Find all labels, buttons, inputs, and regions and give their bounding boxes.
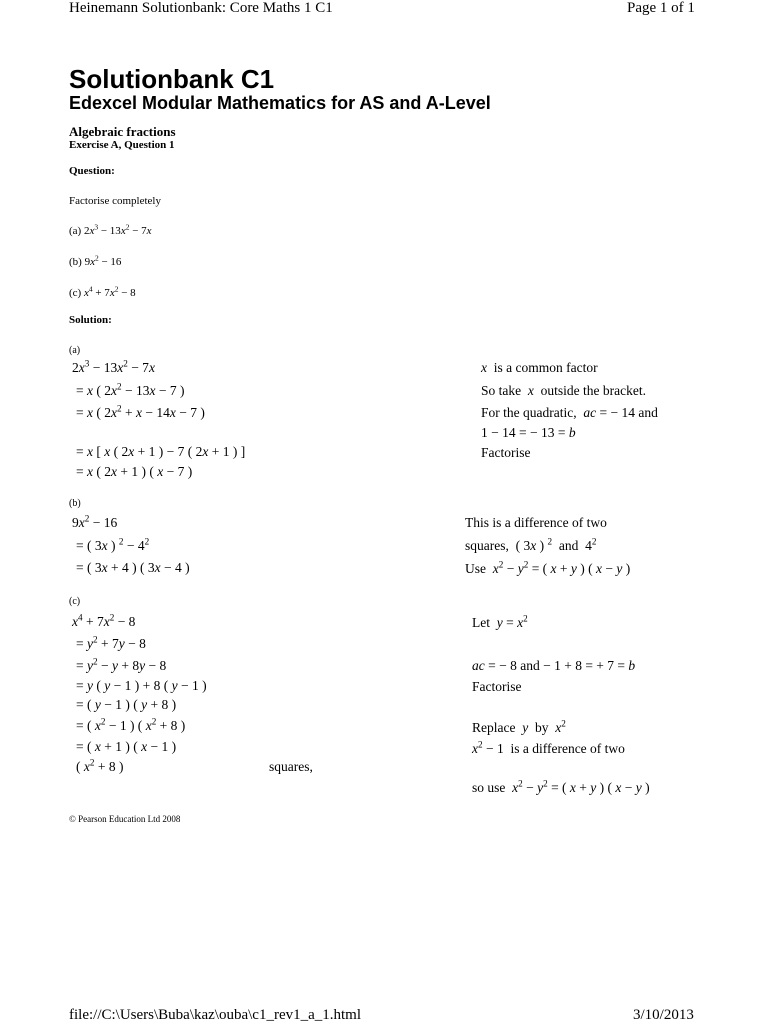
sol-c-line-1: $x^4 + 7x^2 - 8$ (72, 612, 136, 629)
sol-c-note-4: Replace y by $x^2$ (472, 718, 566, 735)
sol-c-note-1: Let $y = x^2$ (472, 613, 528, 630)
question-instruction: Factorise completely (69, 195, 161, 207)
sol-b-note-2: squares, ( 3x ) $^2$ and $4^2$ (465, 536, 597, 553)
sol-b-line-2: = ( 3x ) $^2 - 4^2$ (76, 536, 150, 553)
question-part-a: (a) $2x^3 - 13x^2 - 7x$ (69, 222, 152, 237)
doc-subtitle: Edexcel Modular Mathematics for AS and A-Level (69, 93, 491, 113)
sol-c-line-3: = $y^2 - y + 8y - 8$ (76, 656, 167, 673)
sol-c-line-2: = $y^2 + 7y - 8$ (76, 634, 146, 651)
sol-c-trailing-text: squares, (269, 759, 313, 774)
sol-b-note-1: This is a difference of two (465, 515, 607, 530)
sol-a-note-2: So take x outside the bracket. (481, 383, 646, 398)
part-label: (c) (69, 287, 82, 299)
question-label: Question: (69, 165, 115, 177)
sol-c-note-2: ac = − 8 and − 1 + 8 = + 7 = b (472, 658, 636, 673)
sol-c-note-3: Factorise (472, 679, 522, 694)
print-footer-path: file://C:\Users\Buba\kaz\ouba\c1_rev1_a_1.html (69, 1007, 362, 1023)
sol-c-line-5: = ( y − 1 ) ( y + 8 ) (76, 697, 177, 712)
sol-c-note-6: so use $x^2 - y^2$ = ( x + y ) ( x − y ) (472, 778, 650, 795)
solution-part-c-label: (c) (69, 596, 81, 607)
sol-b-note-3: Use $x^2 - y^2$ = ( x + y ) ( x − y ) (465, 559, 631, 576)
sol-a-note-5: Factorise (481, 445, 531, 460)
sol-a-note-1: x is a common factor (481, 360, 598, 375)
sol-c-line-4: = y ( y − 1 ) + 8 ( y − 1 ) (76, 678, 207, 693)
sol-c-line-8: ( $x^2 + 8$ ) (76, 757, 124, 774)
doc-title: Solutionbank C1 (69, 64, 275, 94)
copyright-notice: © Pearson Education Ltd 2008 (69, 814, 181, 824)
part-label: (a) (69, 225, 82, 237)
sol-a-line-1: $2x^3 - 13x^2 - 7x$ (72, 358, 155, 375)
sol-b-line-1: $9x^2 - 16$ (72, 513, 118, 530)
exercise-heading: Exercise A, Question 1 (69, 139, 175, 151)
topic-heading: Algebraic fractions (69, 124, 176, 139)
question-part-b: (b) $9x^2 - 16$ (69, 253, 122, 268)
sol-a-line-5: = x ( 2x + 1 ) ( x − 7 ) (76, 464, 193, 479)
sol-a-note-3: For the quadratic, ac = − 14 and (481, 405, 658, 420)
sol-a-line-4: = x [ x ( 2x + 1 ) − 7 ( 2x + 1 ) ] (76, 444, 246, 459)
print-footer-date: 3/10/2013 (633, 1007, 694, 1023)
solution-part-a-label: (a) (69, 345, 81, 356)
sol-a-line-2: = x ( $2x^2 - 13x - 7$ ) (76, 381, 185, 398)
print-header-title: Heinemann Solutionbank: Core Maths 1 C1 (69, 0, 333, 16)
sol-a-note-4: 1 − 14 = − 13 = b (481, 425, 576, 440)
solution-part-b-label: (b) (69, 498, 81, 509)
solution-label: Solution: (69, 314, 112, 326)
print-header-page: Page 1 of 1 (627, 0, 695, 16)
sol-c-line-7: = ( x + 1 ) ( x − 1 ) (76, 739, 177, 754)
sol-c-line-6: = ( $x^2 - 1$ ) ( $x^2 + 8$ ) (76, 716, 186, 733)
sol-b-line-3: = ( 3x + 4 ) ( 3x − 4 ) (76, 560, 190, 575)
question-part-c: (c) $x^4 + 7x^2 - 8$ (69, 284, 136, 299)
sol-a-line-3: = x ( $2x^2 + x - 14x - 7$ ) (76, 403, 205, 420)
sol-c-note-5: $x^2 - 1$ is a difference of two (472, 739, 625, 756)
part-label: (b) (69, 256, 82, 268)
